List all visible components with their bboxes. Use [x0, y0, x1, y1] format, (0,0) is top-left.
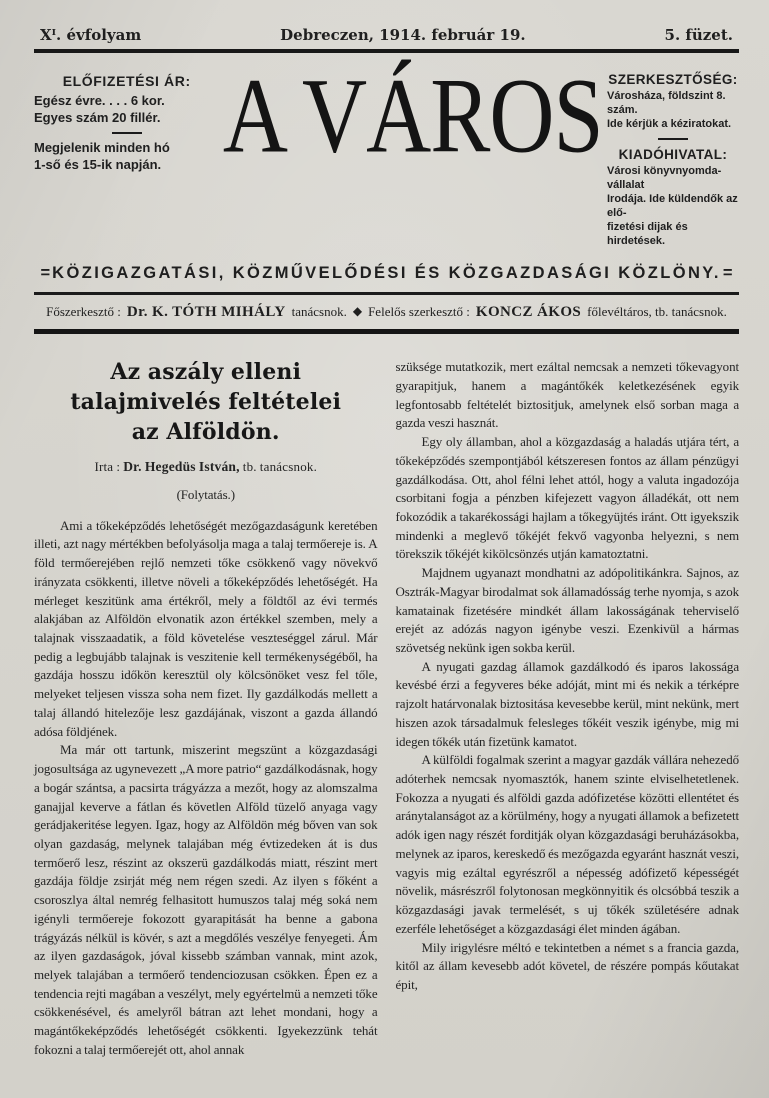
byline-author-name: Dr. Hegedüs István,	[123, 459, 240, 475]
issue-number-label: 5. füzet.	[664, 26, 733, 44]
publication-schedule-line1: Megjelenik minden hó	[34, 140, 170, 156]
article-title	[34, 358, 378, 447]
editorial-office-line2: Ide kérjük a kéziratokat.	[606, 118, 732, 131]
header-rule	[34, 49, 739, 53]
article-head	[34, 358, 378, 505]
byline-suffix: tb. tanácsnok.	[242, 459, 318, 475]
editorial-office-heading: SZERKESZTŐSÉG:	[608, 72, 738, 87]
right-column	[396, 358, 740, 1059]
article-paragraph: szüksége mutatkozik, mert ezáltal nemcsak a nemzeti tőkevagyont gyarapitjuk, hanem a magántőkék keletkezésének egyik legfontosabb feltételét biztositjuk, amelynek első sorban maga a gazda veszi hasznát.	[395, 359, 739, 431]
subtitle-right-mark: =	[722, 264, 733, 283]
article-paragraph: Majdnem ugyanazt mondhatni az adópolitikánkra. Sajnos, az Osztrák-Magyar birodalmat sok államadósság terhe nyomja, s azok kamatainak fizetésére mindkét állam lakosságának teherviselő erejét az adózás nagyon igénybe veszi. Ezenkivül a hármas szövetség nekünk igen sokba kerül.	[395, 565, 739, 656]
article-paragraph: A nyugati gazdag államok gazdálkodó és iparos lakossága kevésbé érzi a fegyveres béke adóját, mint mi és nekik a térképre rajzolt határvonalak biztositása kevesebbe kerül, mint nekünk, mert hiszen azok társadalmuk felesleges tőkéit veszik igénybe, mig mi idegen tőkék után fizetünk kamatot.	[395, 658, 739, 749]
chief-editor-label: Főszerkesztő :	[46, 304, 121, 320]
subtitle-text: KÖZIGAZGATÁSI, KÖZMŰVELŐDÉSI ÉS KÖZGAZDASÁGI KÖZLÖNY.	[52, 264, 721, 283]
issue-header-row	[34, 26, 739, 49]
offices-box	[607, 67, 739, 248]
chief-editor-suffix: tanácsnok.	[291, 304, 347, 320]
publisher-office-line3: fizetési dijak és hirdetések.	[606, 221, 688, 248]
left-column	[34, 358, 378, 1059]
subscription-box	[34, 67, 219, 173]
article-paragraph: Ami a tőkeképződés lehetőségét mezőgazdaságunk keretében illeti, azt nagy mértékben befolyásolja maga a talaj termőereje is. A föld termőerejében rejlő nemzeti tőke csökkenő vagy növekvő irányzata csökkenti, illetve növeli a tőkeképződés lehetőségét. Ha mérleget keszitünk ama értékről, mely a földtől az évi termés alakjában az Alföldön elvonatik azon értékkel szemben, mely a talajnak visszaadatik, a föld követelése veszteséggel zárul. Már pedig a legbujább talajnak is veszitenie kell termékenységéből, ha gazdája hosszu időkön keresztül oly kölcsönöket vesz fel tőle, melyeket teljesen vissza soha nem fizet. Ily gazdálkodás mellett a talaj állandó hitelezője lesz gazdájának, viszont a gazda állandó adósa földjének.	[34, 517, 378, 739]
editorial-office-line1: Városháza, földszint 8. szám.	[606, 90, 726, 117]
publisher-office-heading: KIADÓHIVATAL:	[618, 146, 728, 162]
subtitle-left-mark: =	[40, 264, 51, 283]
byline	[34, 457, 378, 477]
publisher-office-line1: Városi könyvnyomda-vállalat	[606, 164, 722, 191]
subscription-price-single: Egyes szám 20 fillér.	[34, 109, 161, 125]
editors-row	[34, 304, 739, 321]
paper-title: A VÁROS	[223, 56, 604, 175]
article-paragraph: Ma már ott tartunk, miszerint megszünt a közgazdasági jogosultsága az ugynevezett „A more patrio“ gazdálkodásnak, hogy a bogár szántsa, a pacsirta trágyázza a mezőt, hogy az alomszalma ganajjal keverve a fátlan és követlen Alföld tüzelő anyaga vagy gerádjakeritése legyen. Igaz, hogy az Alföldön még bőven van sok olyan gazdaság, melynek talajában még évtizedeken át is dus termőerő lesz, részint az okszerü gazdálkodás miatt, részint mert gazdája földje zsirját még nem régen szedi. Az ilyen s főként a csoroszlya által nemrég felhasitott humuszos talaj még soká nem igényli termőereje fokozott gyarapitását ha benne a gabona trágyázás nélkül is kövér, s azt a megdőlés veszélye fenyegeti. Ám az ilyen gazdaságok, jóval kissebb számban vannak, mint azok, melyek talajában a termőerő tendenciozusan csökken. Épen ez a tendencia rejti magában a veszélyt, mely egyértelmü a nemzeti tőke csökkenésével, és amelyről bátran azt lehet mondani, hogy a magántőkeképződés lehetőségét csökkenti. Igyekezzünk tehát fokozni a talaj termőerejét ott, ahol annak	[34, 742, 378, 1057]
divider-rule	[112, 132, 142, 134]
divider-rule	[658, 138, 688, 140]
paper-subtitle	[34, 264, 739, 283]
subtitle-rule	[34, 292, 739, 295]
continuation-note: (Folytatás.)	[176, 487, 235, 503]
subscription-heading: ELŐFIZETÉSI ÁR:	[62, 73, 191, 89]
byline-prefix: Irta :	[94, 459, 121, 475]
article-paragraph: A külföldi fogalmak szerint a magyar gazdák vállára nehezedő adóterhek nemcsak nyomasztók, hanem szinte elviselhetetlenek. Fokozza a nyugati és alföldi gazda adófizetése közötti ellentétet és aránytalanságot az a körülmény, hogy a nyugati államok a befizetett adók igen nagy részét forditják olyan közgazdasági beruházásokba, melynek az iparos, kereskedő és mezőgazda egyaránt hasznát veszi, vagyis mig ezáltal egyrészről a népesség adófizető képességét növelik, másrészről folytonosan megkönnyitik és olcsóbbá teszik a közgazdasági javak termelését, s uj tőkék születésére adnak ezerféle lehetőséget a közgazdasági élet minden ágában.	[395, 752, 739, 936]
article-paragraph: Mily irigylésre méltó e tekintetben a német s a francia gazda, kitől az állam kevesebb adót követel, de részére pompás kőutakat épit,	[395, 939, 739, 992]
article	[34, 358, 739, 1059]
responsible-editor-label: Felelős szerkesztő :	[368, 304, 470, 320]
subscription-price-year: Egész évre. . . . 6 kor.	[34, 92, 165, 108]
responsible-editor-suffix: főlevéltáros, tb. tanácsnok.	[587, 304, 727, 320]
article-title-line1: Az aszály elleni talajmivelés feltételei	[70, 359, 342, 415]
article-paragraph: Egy oly államban, ahol a közgazdaság a haladás utjára tért, a tőkeképződés szempontjából kétszeresen fontos az állam pénzügyi gazdálkodása. Ott, ahol félni lehet attól, hogy a valuta ingadozója csorbitani fogja a pénzben kifejezett vagyon álladékát, ott nem fokozódik a takarékossági hajlam a tőkegyüjtés iránt. Ott igyekszik mindenki a meglevő tőkéjét fekvő vagyonba helyezni, s nem törekszik tőkéjét kikölcsönzés utján kamatoztatni.	[395, 434, 739, 562]
publisher-office-line2: Irodája. Ide küldendők az elő-	[606, 192, 738, 219]
chief-editor-name: Dr. K. TÓTH MIHÁLY	[126, 304, 286, 321]
diamond-separator-icon: ◆	[352, 304, 363, 319]
article-title-line2: az Alföldön.	[131, 418, 280, 445]
volume-label: Xᴵ. évfolyam	[40, 26, 142, 44]
place-date-label: Debreczen, 1914. február 19.	[280, 26, 526, 44]
editors-rule	[34, 329, 739, 334]
publication-schedule-line2: 1-ső és 15-ik napján.	[34, 156, 162, 172]
masthead	[34, 56, 739, 248]
responsible-editor-name: KONCZ ÁKOS	[475, 304, 582, 321]
